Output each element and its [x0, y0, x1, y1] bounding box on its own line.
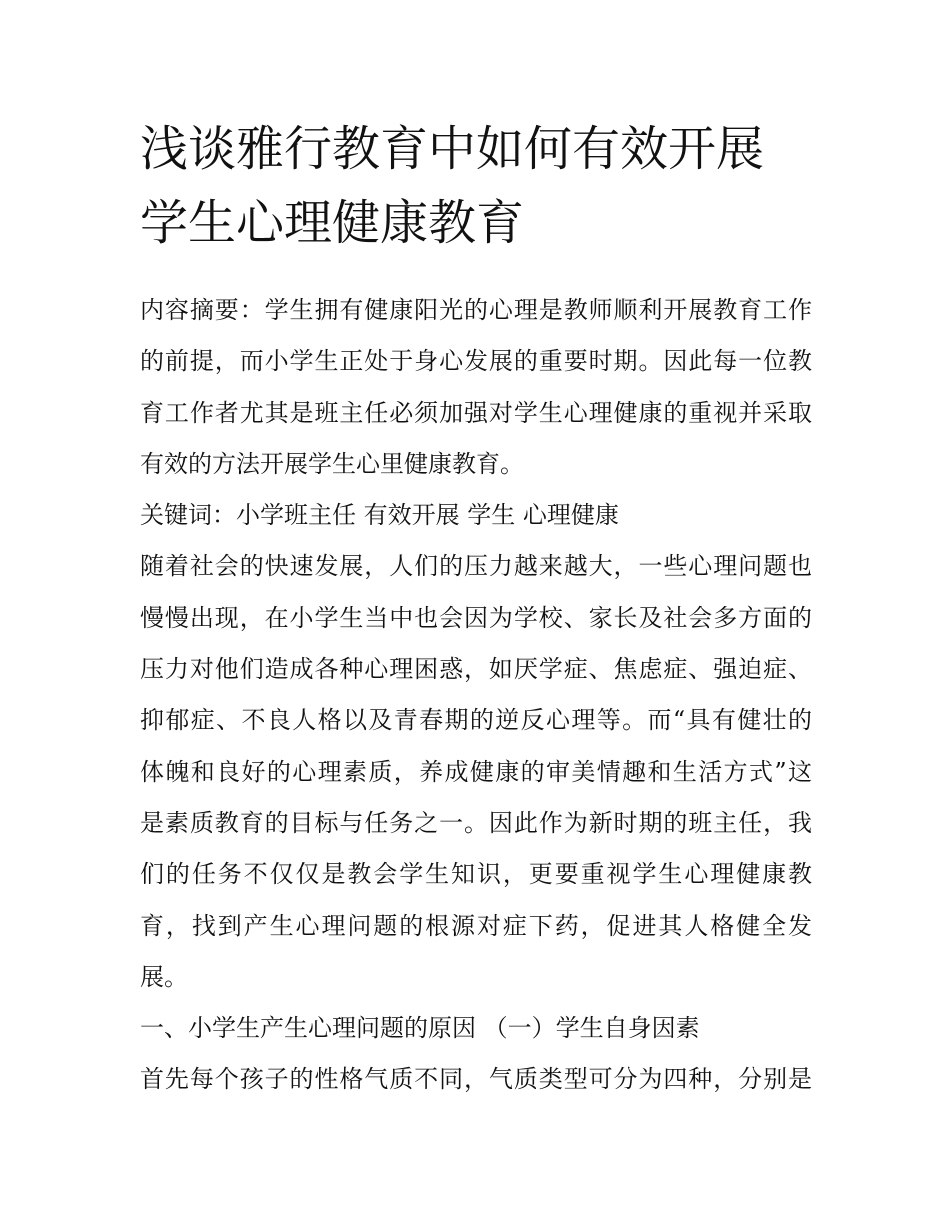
title-line: 浅谈雅行教育中如何有效开展 — [140, 121, 765, 177]
abstract-line: 育工作者尤其是班主任必须加强对学生心理健康的重视并采取 — [140, 398, 812, 427]
section-heading: 一、小学生产生心理问题的原因 （一）学生自身因素 — [140, 1014, 700, 1043]
paragraph-line: 们的任务不仅仅是教会学生知识，更要重视学生心理健康教 — [140, 860, 812, 889]
paragraph-line: 体魄和良好的心理素质，养成健康的审美情趣和生活方式”这 — [140, 757, 812, 786]
title-line: 学生心理健康教育 — [140, 195, 525, 251]
paragraph-line: 首先每个孩子的性格气质不同，气质类型可分为四种，分别是 — [140, 1065, 812, 1094]
paragraph-line: 展。 — [140, 962, 188, 991]
abstract-line: 内容摘要：学生拥有健康阳光的心理是教师顺利开展教育工作 — [140, 296, 812, 324]
paragraph-line: 慢慢出现，在小学生当中也会因为学校、家长及社会多方面的 — [140, 603, 812, 632]
paragraph-line: 抑郁症、不良人格以及青春期的逆反心理等。而“具有健壮的 — [140, 706, 812, 735]
document-body — [140, 285, 812, 1106]
paragraph-line: 随着社会的快速发展，人们的压力越来越大，一些心理问题也 — [140, 552, 812, 581]
abstract-line: 的前提，而小学生正处于身心发展的重要时期。因此每一位教 — [140, 347, 812, 376]
document-title — [140, 112, 812, 260]
keywords-line: 关键词：小学班主任 有效开展 学生 心理健康 — [140, 501, 619, 530]
document-content — [140, 112, 812, 1106]
paragraph-line: 育，找到产生心理问题的根源对症下药，促进其人格健全发 — [140, 911, 812, 940]
paragraph-line: 压力对他们造成各种心理困惑，如厌学症、焦虑症、强迫症、 — [140, 655, 812, 684]
abstract-line: 有效的方法开展学生心里健康教育。 — [140, 449, 524, 478]
paragraph-line: 是素质教育的目标与任务之一。因此作为新时期的班主任，我 — [140, 808, 812, 837]
